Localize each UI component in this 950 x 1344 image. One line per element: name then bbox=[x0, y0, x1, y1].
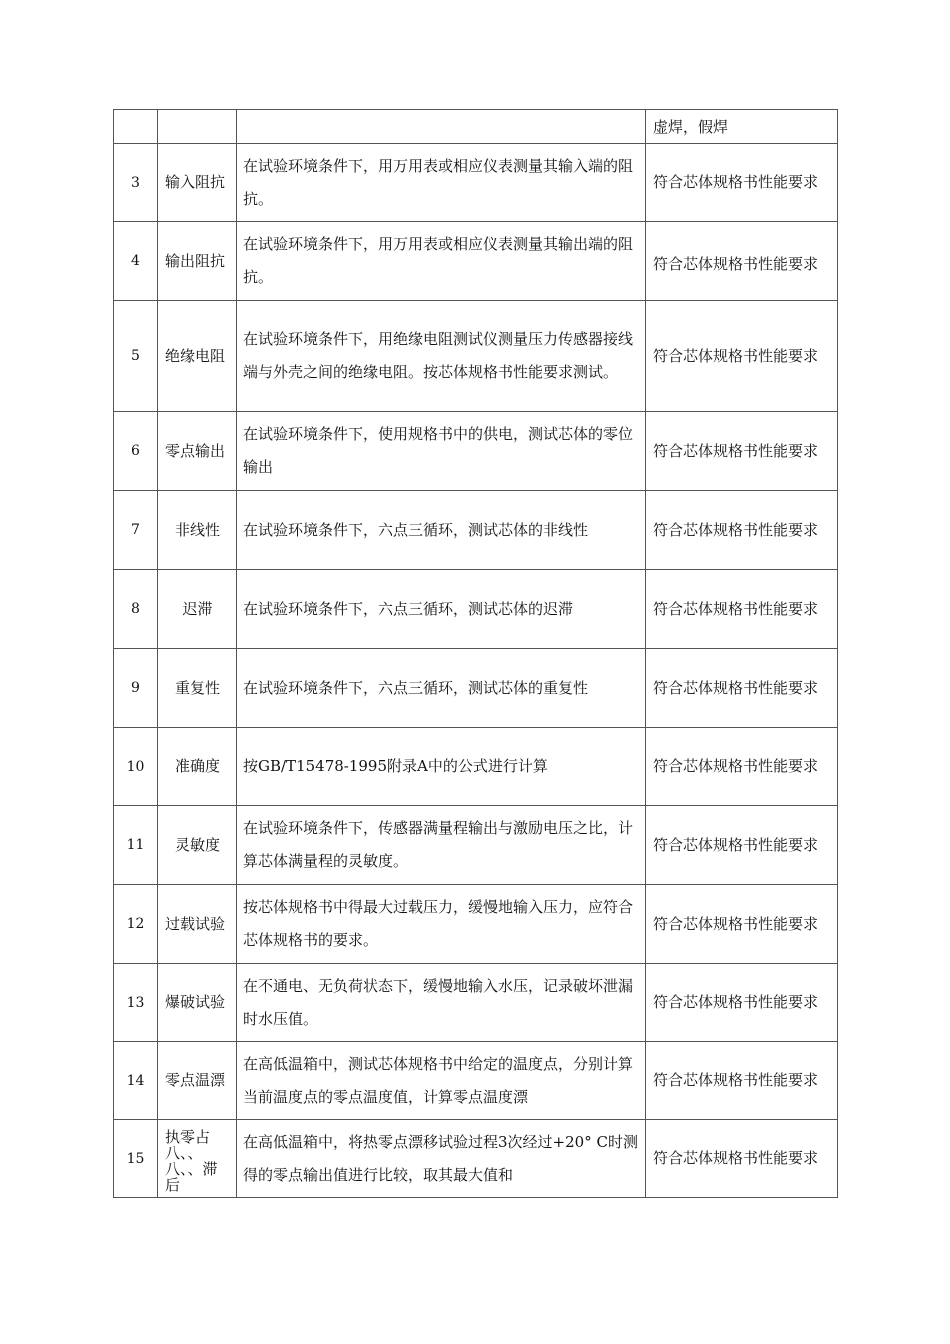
row-number: 15 bbox=[114, 1120, 158, 1198]
test-item: 准确度 bbox=[158, 728, 237, 806]
test-method: 在试验环境条件下，六点三循环，测试芯体的重复性 bbox=[237, 649, 646, 728]
table-row bbox=[114, 649, 838, 728]
requirement: 符合芯体规格书性能要求 bbox=[646, 806, 838, 885]
row-number: 13 bbox=[114, 964, 158, 1042]
test-item: 绝缘电阻 bbox=[158, 301, 237, 412]
table-row bbox=[114, 110, 838, 144]
test-method: 在试验环境条件下，用万用表或相应仪表测量其输入端的阻抗。 bbox=[237, 144, 646, 222]
test-method bbox=[237, 110, 646, 144]
row-number: 11 bbox=[114, 806, 158, 885]
requirement: 符合芯体规格书性能要求 bbox=[646, 412, 838, 491]
table-row bbox=[114, 964, 838, 1042]
row-number: 9 bbox=[114, 649, 158, 728]
requirement bbox=[646, 110, 838, 144]
table-row bbox=[114, 412, 838, 491]
table-row bbox=[114, 491, 838, 570]
test-item: 零点输出 bbox=[158, 412, 237, 491]
test-method: 在试验环境条件下，传感器满量程输出与激励电压之比，计算芯体满量程的灵敏度。 bbox=[237, 806, 646, 885]
requirement: 符合芯体规格书性能要求 bbox=[646, 301, 838, 412]
table-row bbox=[114, 1120, 838, 1198]
test-item: 零点温漂 bbox=[158, 1042, 237, 1120]
test-item: 输入阻抗 bbox=[158, 144, 237, 222]
row-number: 7 bbox=[114, 491, 158, 570]
requirement: 符合芯体规格书性能要求 bbox=[646, 222, 838, 301]
test-item: 灵敏度 bbox=[158, 806, 237, 885]
requirement: 符合芯体规格书性能要求 bbox=[646, 728, 838, 806]
requirement: 符合芯体规格书性能要求 bbox=[646, 144, 838, 222]
requirement: 符合芯体规格书性能要求 bbox=[646, 1042, 838, 1120]
row-number: 8 bbox=[114, 570, 158, 649]
requirement: 符合芯体规格书性能要求 bbox=[646, 885, 838, 964]
test-item: 非线性 bbox=[158, 491, 237, 570]
table-row bbox=[114, 806, 838, 885]
test-item: 爆破试验 bbox=[158, 964, 237, 1042]
row-number: 14 bbox=[114, 1042, 158, 1120]
requirement: 符合芯体规格书性能要求 bbox=[646, 964, 838, 1042]
row-number: 12 bbox=[114, 885, 158, 964]
test-method: 在高低温箱中，将热零点漂移试验过程3次经过+20° C时测得的零点输出值进行比较，取其最大值和 bbox=[237, 1120, 646, 1198]
test-method: 在试验环境条件下，用万用表或相应仪表测量其输出端的阻抗。 bbox=[237, 222, 646, 301]
requirement: 符合芯体规格书性能要求 bbox=[646, 649, 838, 728]
table-row bbox=[114, 301, 838, 412]
test-method: 按GB/T15478-1995附录A中的公式进行计算 bbox=[237, 728, 646, 806]
test-method: 在试验环境条件下，六点三循环，测试芯体的迟滞 bbox=[237, 570, 646, 649]
row-number bbox=[114, 110, 158, 144]
test-method: 按芯体规格书中得最大过载压力，缓慢地输入压力，应符合芯体规格书的要求。 bbox=[237, 885, 646, 964]
requirement: 符合芯体规格书性能要求 bbox=[646, 491, 838, 570]
test-item: 过载试验 bbox=[158, 885, 237, 964]
requirement-text: 虚焊，假焊 bbox=[653, 118, 729, 136]
row-number: 3 bbox=[114, 144, 158, 222]
test-method: 在试验环境条件下，用绝缘电阻测试仪测量压力传感器接线端与外壳之间的绝缘电阻。按芯体规格书性能要求测试。 bbox=[237, 301, 646, 412]
test-method: 在试验环境条件下，六点三循环，测试芯体的非线性 bbox=[237, 491, 646, 570]
test-method: 在高低温箱中，测试芯体规格书中给定的温度点，分别计算当前温度点的零点温度值，计算零点温度漂 bbox=[237, 1042, 646, 1120]
table-row bbox=[114, 222, 838, 301]
table-row bbox=[114, 570, 838, 649]
test-item: 输出阻抗 bbox=[158, 222, 237, 301]
test-item-text: 执零占八、、八、、滞后 bbox=[165, 1127, 218, 1194]
test-item bbox=[158, 110, 237, 144]
requirement: 符合芯体规格书性能要求 bbox=[646, 570, 838, 649]
row-number: 6 bbox=[114, 412, 158, 491]
test-method: 在试验环境条件下，使用规格书中的供电，测试芯体的零位输出 bbox=[237, 412, 646, 491]
test-spec-table bbox=[113, 109, 838, 1198]
test-item: 迟滞 bbox=[158, 570, 237, 649]
row-number: 10 bbox=[114, 728, 158, 806]
test-item bbox=[158, 1120, 237, 1198]
table-row bbox=[114, 728, 838, 806]
test-method: 在不通电、无负荷状态下，缓慢地输入水压，记录破坏泄漏时水压值。 bbox=[237, 964, 646, 1042]
table-row bbox=[114, 885, 838, 964]
test-item: 重复性 bbox=[158, 649, 237, 728]
table-row bbox=[114, 1042, 838, 1120]
row-number: 4 bbox=[114, 222, 158, 301]
requirement: 符合芯体规格书性能要求 bbox=[646, 1120, 838, 1198]
table-row bbox=[114, 144, 838, 222]
row-number: 5 bbox=[114, 301, 158, 412]
